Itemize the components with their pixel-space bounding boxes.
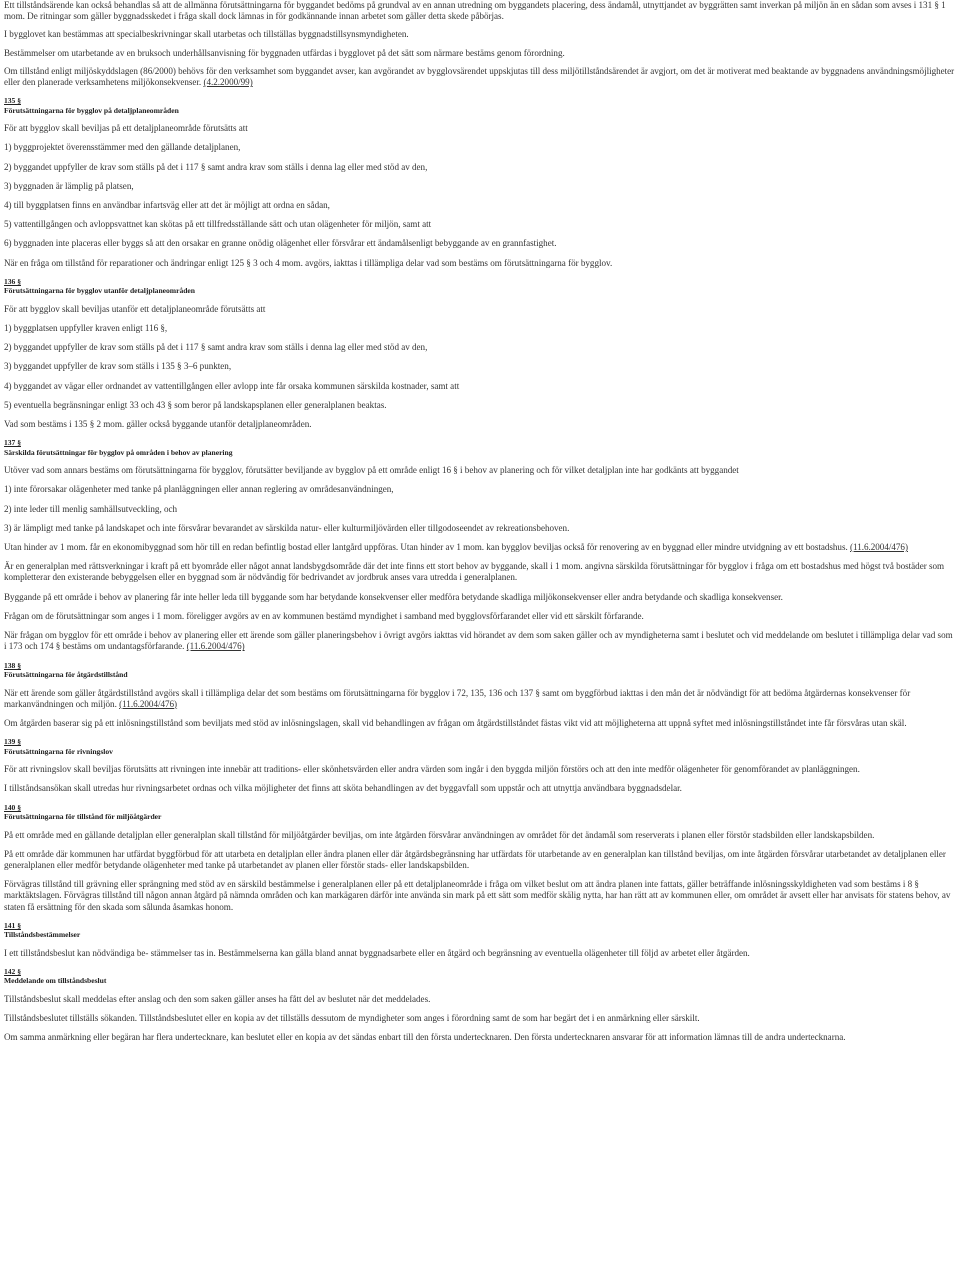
section-138 [4,661,956,730]
section-title: Särskilda förutsättningar för bygglov på områden i behov av planering [4,447,233,457]
section-number[interactable]: 135 § [4,96,21,106]
paragraph: 2) byggandet uppfyller de krav som ställs på det i 117 § samt andra krav som ställs i denna lag eller med stöd av den, [4,161,428,172]
section-title: Tillståndsbestämmelser [4,930,81,940]
paragraph: 1) byggprojektet överensstämmer med den gällande detaljplanen, [4,142,241,153]
paragraph: På ett område med en gällande detaljplan eller generalplan skall tillstånd för miljöåtgärder beviljas, om inte åtgärden försvårar användningen av området för det ändamål som reserverats i planen eller förstör stadsbilden eller landskapsbilden. [4,829,875,840]
paragraph: För att bygglov skall beviljas på ett detaljplaneområde förutsätts att [4,123,248,134]
section-140 [4,803,956,913]
paragraph: 2) byggandet uppfyller de krav som ställs på det i 117 § samt andra krav som ställs i denna lag eller med stöd av den, [4,342,428,353]
paragraph: Tillståndsbeslut skall meddelas efter anslag och den som saken gäller anses ha fått del av beslutet när det meddelades. [4,993,431,1004]
paragraph: Bestämmelser om utarbetande av en bruksoch underhållsanvisning för byggnaden utfärdas i bygglovet på det sätt som närmare bestäms genom förordning. [4,47,565,58]
paragraph: 5) vattentillgången och avloppsvattnet kan skötas på ett tillfredsställande sätt och utan olägenheter för miljön, samt att [4,219,432,230]
paragraph: Tillståndsbeslutet tillställs sökanden. Tillståndsbeslutet eller en kopia av det tillställs dessutom de myndigheter som anges i förordning samt de som har begärt det i en anmärkning eller särskilt. [4,1013,700,1024]
section-number[interactable]: 142 § [4,966,21,976]
amendment-reference[interactable]: (11.6.2004/476) [850,542,908,553]
paragraph: I tillståndsansökan skall utredas hur rivningsarbetet ordnas och vilka möjligheter det finns att sköta behandlingen av det byggavfall som uppstår och att utnyttja användbara byggnadsdelar. [4,783,682,794]
paragraph: När en fråga om tillstånd för reparationer och ändringar enligt 125 § 3 och 4 mom. avgörs, iakttas i tillämpliga delar vad som bestäms om förutsättningarna för bygglov. [4,257,613,268]
paragraph: 1) byggplatsen uppfyller kraven enligt 116 §, [4,323,168,334]
paragraph-text: När ett ärende som gäller åtgärdstillstånd avgörs skall i tillämpliga delar det som bestäms om förutsättningarna för bygglov i 72, 135, 136 och 137 § samt om byggförbud iakttas i den mån det är nödvändigt för att bedöma åtgärdernas konsekvenser för markanvändningen och miljön. [4,687,911,709]
section-title: Förutsättningarna för bygglov utanför detaljplaneområden [4,286,195,296]
paragraph: 3) byggandet uppfyller de krav som ställs i 135 § 3–6 punkten, [4,361,232,372]
paragraph [4,630,956,652]
paragraph [4,542,956,553]
paragraph: För att rivningslov skall beviljas förutsätts att rivningen inte innebär att traditions- eller skönhetsvärden eller andra värden som ingår i den byggda miljön förstörs och att den inte medför olägenheter för genomförandet av planläggningen. [4,764,860,775]
paragraph: Förvägras tillstånd till grävning eller sprängning med stöd av en särskild bestämmelse i generalplanen eller på ett detaljplaneområde i fråga om vilket beslut om att ändra planen inte fattats, gäller beträffande inlösningsskyldigheten vad som bestäms i 8 § marktäktslagen. Förvägras tillstånd till någon annan åtgärd på nämnda områden och kan markägaren därför inte använda sin mark på ett sätt som medför skälig nytta, har han rätt att av kommunen eller, om området är avsett eller har anvisats för statens behov, av staten få ersättning för den skada som sålunda åsamkas honom. [4,879,951,912]
section-number[interactable]: 136 § [4,276,21,286]
section-title: Förutsättningarna för rivningslov [4,746,113,756]
section-number[interactable]: 137 § [4,438,21,448]
section-135 [4,96,956,269]
paragraph: I bygglovet kan bestämmas att specialbeskrivningar skall utarbetas och tillställas byggnadstillsynsmyndigheten. [4,29,409,40]
paragraph: Om samma anmärkning eller begäran har flera undertecknare, kan beslutet eller en kopia av det sändas enbart till den första undertecknaren. Den första undertecknaren ansvarar för att information lämnas till de andra undertecknarna. [4,1032,846,1043]
section-number[interactable]: 140 § [4,802,21,812]
paragraph: För att bygglov skall beviljas utanför ett detaljplaneområde förutsätts att [4,303,266,314]
paragraph: 1) inte förorsakar olägenheter med tanke på planläggningen eller annan reglering av områdesanvändningen, [4,484,394,495]
paragraph: På ett område där kommunen har utfärdat byggförbud för att utarbeta en detaljplan eller ändra planen eller där åtgärdsbegränsning har utfärdats för utarbetande av en generalplan kan tillstånd beviljas, om inte åtgärden försvårar utarbetandet av detaljplanen eller generalplanen eller medför betydande olägenheter med tanke på utarbetandet av planen eller förstör stads- eller landskapsbilden. [4,848,946,870]
section-title: Förutsättningarna för tillstånd för miljöåtgärder [4,812,162,822]
amendment-reference[interactable]: (11.6.2004/476) [119,698,178,709]
paragraph: Utöver vad som annars bestäms om förutsättningarna för bygglov, förutsätter beviljande av bygglov på ett område enligt 16 § i behov av planering och för vilket detaljplan inte har godkänts att byggandet [4,465,739,476]
paragraph-text: Utan hinder av 1 mom. får en ekonomibyggnad som hör till en redan befintlig bostad eller lantgård uppföras. Utan hinder av 1 mom. kan bygglov beviljas också för renovering av en byggnad eller mindre utvidgning av ett bostadshus. [4,542,848,553]
paragraph: Byggande på ett område i behov av planering får inte heller leda till byggande som har betydande konsekvenser eller medföra betydande skadliga miljökonsekvenser eller andra betydande och skadliga konsekvenser. [4,591,783,602]
paragraph: Är en generalplan med rättsverkningar i kraft på ett byområde eller något annat landsbygdsområde där det inte finns ett stort behov av byggande, skall i 1 mom. angivna särskilda förutsättningar för bygglov i fråga om ett bostadshus med högst två bostäder som kompletterar den existerande bebyggelsen eller en byggnad som är nödvändig för bedrivandet av jordbruk anses vara utredda i generalplanen. [4,561,945,583]
section-142 [4,967,956,1044]
section-number[interactable]: 141 § [4,920,21,930]
section-136 [4,277,956,430]
paragraph: 2) inte leder till menlig samhällsutveckling, och [4,503,178,514]
section-title: Förutsättningarna för bygglov på detaljplaneområden [4,105,179,115]
paragraph [4,66,956,88]
paragraph: 4) byggandet av vägar eller ordnandet av vattentillgången eller avlopp inte får orsaka kommunen särskilda kostnader, samt att [4,380,460,391]
paragraph: 6) byggnaden inte placeras eller byggs så att den orsakar en granne onödig olägenhet eller försvårar ett ändamålsenligt bebyggande av en grannfastighet. [4,238,557,249]
section-141 [4,921,956,959]
paragraph: 3) byggnaden är lämplig på platsen, [4,180,134,191]
paragraph-text: Om tillstånd enligt miljöskyddslagen (86/2000) behövs för den verksamhet som byggandet avser, kan avgörandet av bygglovsärendet uppskjutas till dess miljötillståndsärendet är avgjort, om det är motiverat med beaktande av byggnadens användningsmöjligheter eller den planerade verksamhetens miljökonsekvenser. [4,65,955,88]
amendment-reference[interactable]: (11.6.2004/476) [186,641,245,652]
section-number[interactable]: 139 § [4,737,21,747]
section-number[interactable]: 138 § [4,660,21,670]
section-137 [4,438,956,652]
paragraph [4,688,956,710]
paragraph: 4) till byggplatsen finns en användbar infartsväg eller att det är möjligt att ordna en sådan, [4,200,330,211]
paragraph: Om åtgärden baserar sig på ett inlösningstillstånd som beviljats med stöd av inlösningslagen, skall vid behandlingen av frågan om åtgärdstillståndet fästas vikt vid att möjligheterna att uppnå syftet med inlösningstillståndet inte får försvåras utan skäl. [4,717,907,728]
paragraph: Ett tillståndsärende kan också behandlas så att de allmänna förutsättningarna för byggandet bedöms på grundval av en annan utredning om byggandets placering, dess ändamål, utnyttjandet av byggrätten samt inverkan på miljön än en sådan som avses i 131 § 1 mom. De ritningar som gäller byggnadsskedet i fråga skall dock lämnas in för godkännande innan arbetet som gäller detta skede påbörjas. [4,0,946,22]
section-title: Förutsättningarna för åtgärdstillstånd [4,670,128,679]
paragraph: Vad som bestäms i 135 § 2 mom. gäller också byggande utanför detaljplaneområden. [4,419,312,430]
section-title: Meddelande om tillståndsbeslut [4,976,107,986]
paragraph: 3) är lämpligt med tanke på landskapet och inte försvårar bevarandet av särskilda natur- eller kulturmiljövärden eller tillgodoseendet av rekreationsbehoven. [4,522,570,533]
paragraph: 5) eventuella begränsningar enligt 33 och 43 § som beror på landskapsplanen eller generalplanen beaktas. [4,399,387,410]
section-139 [4,737,956,794]
paragraph: I ett tillståndsbeslut kan nödvändiga be- stämmelser tas in. Bestämmelserna kan gälla bland annat byggnadsarbete eller en åtgärd och begränsning av eventuella olägenheter till följd av arbetet eller åtgärden. [4,947,750,958]
amendment-reference[interactable]: (4.2.2000/99) [203,77,253,88]
paragraph-text: När frågan om bygglov för ett område i behov av planering eller ett ärende som gäller planeringsbehov i övrigt avgörs iakttas vid hörandet av dem som saken gäller och av myndigheterna samt i beslutet och vid meddelande om beslutet i tillämpliga delar vad som i 173 och 174 § bestäms om undantagsförfarande. [4,630,953,652]
paragraph: Frågan om de förutsättningar som anges i 1 mom. föreligger avgörs av en av kommunen bestämd myndighet i samband med bygglovsförfarandet eller vid ett särskilt förfarande. [4,610,644,621]
